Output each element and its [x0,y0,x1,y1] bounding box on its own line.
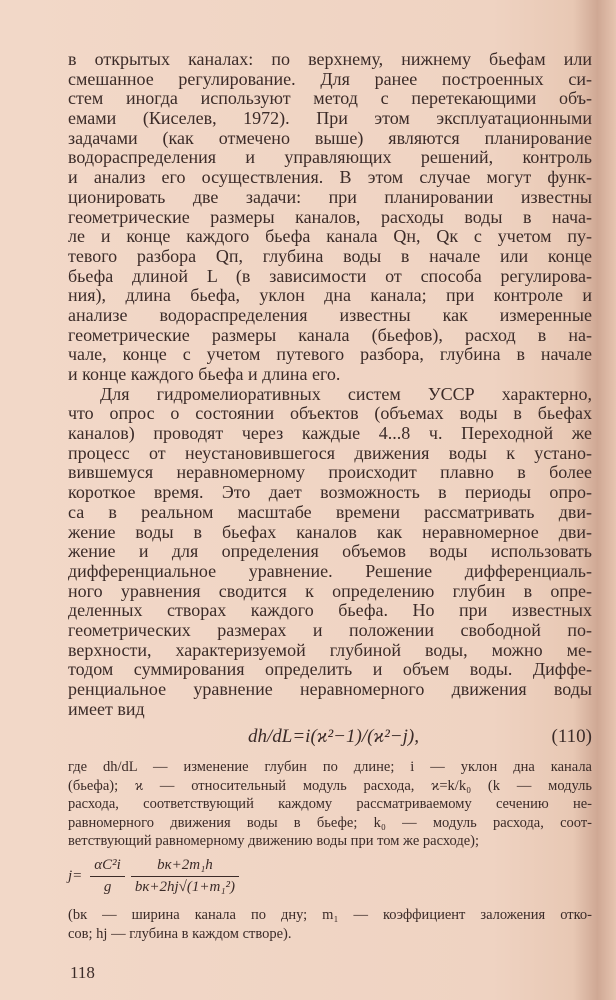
text-line: геометрических размерах и положении свободной по- [68,619,592,640]
text-line: короткое время. Это дает возможность в периоды опро- [68,482,592,503]
text-line: бьефа длиной L (в зависимости от способа регулирова- [68,265,592,286]
formula-j-lhs: j= [68,867,83,884]
text-line: в открытых каналах: по верхнему, нижнему бьефам или [68,49,592,69]
text-line: ционировать две задачи: при планировании известны [68,186,592,207]
definition-line: (бьефа); ϰ — относительный модуль расхода, ϰ=k/k₀ (k — модуль [68,777,592,794]
text-line: верхности, характеризуемой глубиной воды, можно ме- [68,639,592,660]
text-line: дифференциальное уравнение. Решение дифференциаль- [68,560,592,581]
note-line: (bк — ширина канала по дну; m₁ — коэффициент заложения отко- [68,907,592,923]
text-line: ренциальное уравнение неравномерного движения воды [68,679,592,699]
text-line: вившемуся неравномерному происходит плавно в более [68,462,592,483]
text-line: са в реальном масштабе времени рассматривать дви- [68,501,592,522]
text-line: смешанное регулирование. Для ранее построенных си- [68,68,592,89]
body-text [68,50,592,719]
fraction-1 [92,857,123,896]
text-line: стем иногда используют метод с перетекающими объ- [68,88,592,109]
text-line: процесс от неустановившегося движения воды к устано- [68,442,592,463]
text-line: ного уравнения сводится к определению глубин в опре- [68,580,592,601]
definition-line: равномерного движения воды в бьефе; k₀ — модуль расхода, соот- [68,814,592,831]
fraction-2-denominator: bк+2hj√(1+m₁²) [131,876,239,896]
fraction-2 [133,857,237,896]
definition-line: ветствующий равномерному движению воды при том же расходе); [68,833,480,850]
text-line: чале, конце с учетом путевого разбора, глубина в начале [68,344,592,365]
definition-line: расхода, соответствующий каждому рассматриваемому сечению не- [68,796,592,813]
definitions [68,758,592,851]
text-line: задачами (как отмечено выше) являются планирование [68,127,592,148]
fraction-1-denominator: g [90,876,125,896]
text-line: ле и конце каждого бьефа канала Qн, Qк с учетом пу- [68,226,592,247]
text-line: геометрические размеры каналов, расходы воды в нача- [68,206,592,227]
text-line: водораспределения и управляющих решений, контроль [68,147,592,168]
text-line: Для гидромелиоративных систем УССР характерно, [100,383,592,404]
note-line: сов; hj — глубина в каждом створе). [68,925,292,942]
definition-line: где dh/dL — изменение глубин по длине; i — уклон дна канала [68,759,592,775]
text-line: геометрические размеры канала (бьефов), расход в на- [68,324,592,345]
formula-j [68,852,237,900]
equation-110 [68,726,592,750]
fraction-2-numerator: bк+2m₁h [157,856,213,873]
text-line: жение и для определения объемов воды использовать [68,541,592,562]
text-line: тевого разбора Qп, глубина воды в начале или конце [68,245,592,266]
notes [68,906,592,943]
equation-number: (110) [551,726,592,747]
text-line: тодом суммирования определить и объем воды. Диффе- [68,659,592,680]
text-line: жение воды в бьефах каналов как неравномерное дви- [68,521,592,542]
equation-expression: dh/dL=i(ϰ²−1)/(ϰ²−j), [248,726,419,747]
text-line: анализе водораспределения известны как измеренные [68,304,592,325]
text-line: имеет вид [68,698,145,719]
page-number: 118 [70,963,95,982]
text-line: и конце каждого бьефа и длина его. [68,364,341,384]
text-line: что опрос о состоянии объектов (объемах воды в бьефах [68,403,592,424]
fraction-1-numerator: αC²i [94,856,121,873]
text-line: и анализ его осуществления. В этом случае могут функ- [68,167,592,188]
text-line: каналов) проводят через каждые 4...8 ч. Переходной же [68,423,592,444]
text-line: ния), длина бьефа, уклон дна канала; при контроле и [68,285,592,306]
text-line: емами (Киселев, 1972). При этом эксплуатационными [68,108,592,129]
text-line: деленных створах каждого бьефа. Но при известных [68,600,592,621]
